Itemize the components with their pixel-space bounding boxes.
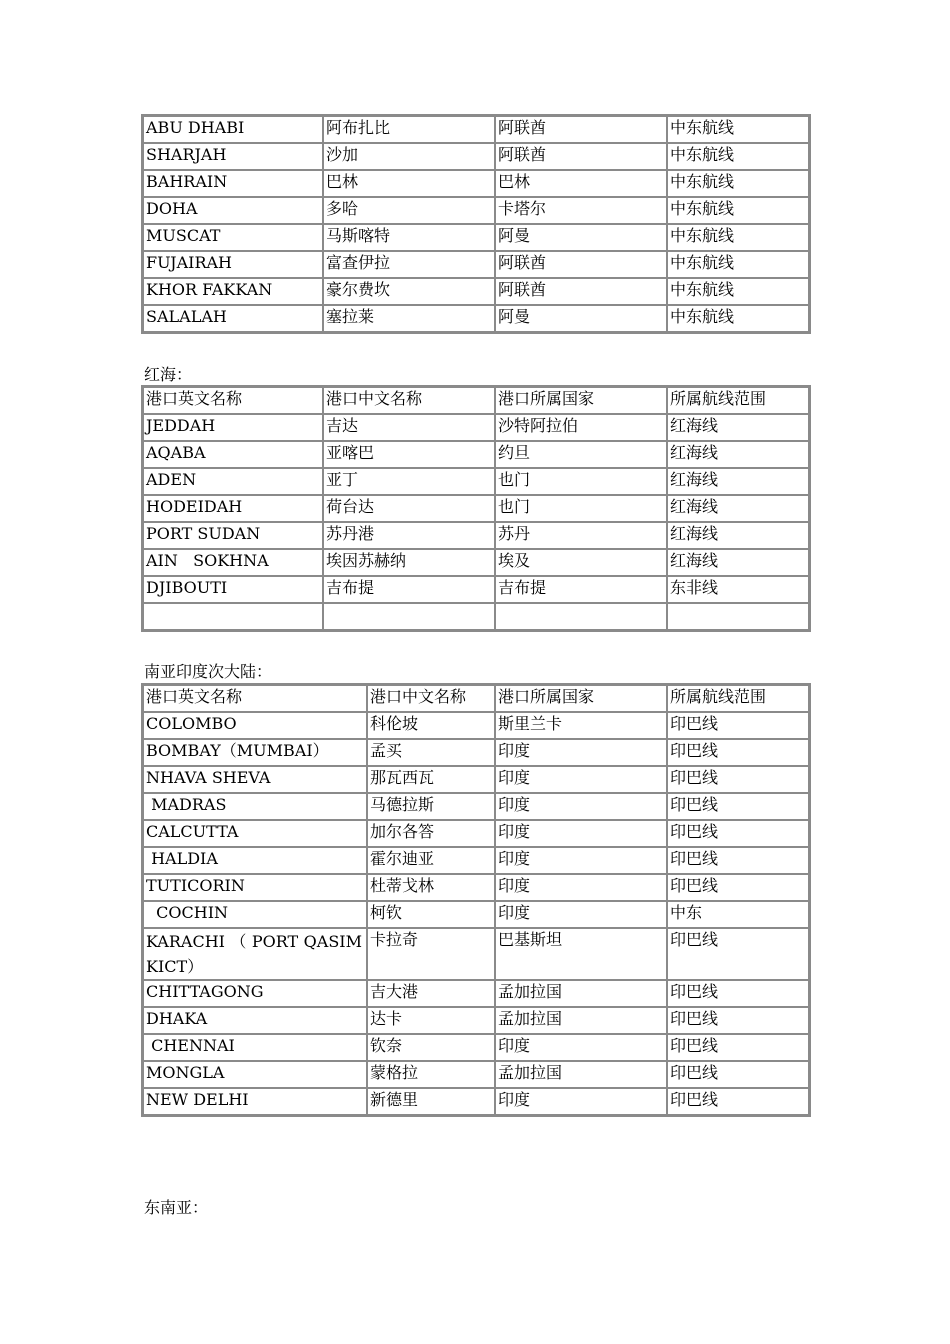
table-row: [143, 712, 809, 739]
table-row: [143, 278, 809, 305]
cell-port-english-name: FUJAIRAH: [143, 251, 323, 278]
table-row: [143, 874, 809, 901]
cell-port-chinese-name: 富查伊拉: [323, 251, 495, 278]
cell-port-english-name: MUSCAT: [143, 224, 323, 251]
cell-port-english-name: COCHIN: [143, 901, 367, 928]
cell-port-english-name: NEW DELHI: [143, 1088, 367, 1115]
cell-port-chinese-name: [323, 603, 495, 630]
table-row: [143, 1034, 809, 1061]
cell-port-english-name: AIN SOKHNA: [143, 549, 323, 576]
karachi-word: （: [230, 932, 247, 951]
column-header-port-country: 港口所属国家: [495, 685, 667, 712]
cell-route-range: 东非线: [667, 576, 809, 603]
cell-port-chinese-name: 钦奈: [367, 1034, 495, 1061]
cell-port-english-name: [143, 603, 323, 630]
cell-port-chinese-name: 杜蒂戈林: [367, 874, 495, 901]
cell-port-english-name: CALCUTTA: [143, 820, 367, 847]
table-row: [143, 305, 809, 332]
cell-port-country: 阿联酋: [495, 143, 667, 170]
cell-port-country: 印度: [495, 766, 667, 793]
cell-port-chinese-name: 阿布扎比: [323, 116, 495, 143]
cell-port-chinese-name: 霍尔迪亚: [367, 847, 495, 874]
cell-port-english-name: DJIBOUTI: [143, 576, 323, 603]
column-header-port-chinese-name: 港口中文名称: [367, 685, 495, 712]
south-asia-ports-table: [141, 683, 811, 1117]
karachi-word: QASIM: [303, 932, 362, 951]
cell-port-chinese-name: 吉布提: [323, 576, 495, 603]
cell-port-country: 印度: [495, 1034, 667, 1061]
cell-port-chinese-name: 苏丹港: [323, 522, 495, 549]
cell-port-chinese-name: 吉达: [323, 414, 495, 441]
cell-port-english-name: COLOMBO: [143, 712, 367, 739]
cell-port-country: 巴林: [495, 170, 667, 197]
table-header-row: [143, 685, 809, 712]
cell-port-chinese-name: 荷台达: [323, 495, 495, 522]
cell-port-english-name: PORT SUDAN: [143, 522, 323, 549]
middle-east-ports-table: [141, 114, 811, 334]
cell-port-english-name: SALALAH: [143, 305, 323, 332]
cell-port-country: 孟加拉国: [495, 980, 667, 1007]
cell-route-range: 中东航线: [667, 116, 809, 143]
cell-port-english-name: MONGLA: [143, 1061, 367, 1088]
table-row: [143, 980, 809, 1007]
cell-route-range: 红海线: [667, 441, 809, 468]
cell-port-chinese-name: 达卡: [367, 1007, 495, 1034]
cell-port-chinese-name: 加尔各答: [367, 820, 495, 847]
cell-route-range: 中东航线: [667, 278, 809, 305]
cell-port-english-name: BOMBAY（MUMBAI）: [143, 739, 367, 766]
cell-port-country: 苏丹: [495, 522, 667, 549]
cell-port-english-name: KHOR FAKKAN: [143, 278, 323, 305]
cell-port-english-name: NHAVA SHEVA: [143, 766, 367, 793]
cell-port-chinese-name: 亚喀巴: [323, 441, 495, 468]
cell-port-country: 沙特阿拉伯: [495, 414, 667, 441]
cell-port-country: 阿联酋: [495, 251, 667, 278]
cell-port-english-name: CHITTAGONG: [143, 980, 367, 1007]
cell-port-country: 印度: [495, 847, 667, 874]
cell-route-range: 中东: [667, 901, 809, 928]
table-row: [143, 441, 809, 468]
cell-port-country: 印度: [495, 1088, 667, 1115]
cell-port-country: 阿曼: [495, 305, 667, 332]
cell-route-range: 中东航线: [667, 251, 809, 278]
cell-route-range: 印巴线: [667, 712, 809, 739]
cell-port-english-name: HALDIA: [143, 847, 367, 874]
cell-route-range: 印巴线: [667, 793, 809, 820]
cell-port-english-name: HODEIDAH: [143, 495, 323, 522]
red-sea-ports-table: [141, 385, 811, 632]
cell-port-chinese-name: 卡拉奇: [367, 928, 495, 980]
column-header-route-range: 所属航线范围: [667, 685, 809, 712]
cell-port-country: 阿联酋: [495, 116, 667, 143]
cell-route-range: 印巴线: [667, 874, 809, 901]
cell-port-english-name: CHENNAI: [143, 1034, 367, 1061]
cell-port-country: 卡塔尔: [495, 197, 667, 224]
cell-route-range: 红海线: [667, 495, 809, 522]
table-row: [143, 197, 809, 224]
cell-route-range: 红海线: [667, 414, 809, 441]
cell-port-country: 阿联酋: [495, 278, 667, 305]
cell-route-range: 印巴线: [667, 739, 809, 766]
cell-port-chinese-name: 亚丁: [323, 468, 495, 495]
table-row: [143, 576, 809, 603]
cell-route-range: 中东航线: [667, 224, 809, 251]
cell-port-chinese-name: 孟买: [367, 739, 495, 766]
table-header-row: [143, 387, 809, 414]
table-row: [143, 1061, 809, 1088]
cell-port-country: 印度: [495, 739, 667, 766]
table-row: [143, 739, 809, 766]
cell-route-range: 印巴线: [667, 847, 809, 874]
cell-port-country: 印度: [495, 874, 667, 901]
karachi-line-1: [146, 929, 362, 954]
cell-port-country: 印度: [495, 793, 667, 820]
table-row: [143, 224, 809, 251]
table-row: [143, 414, 809, 441]
table-row: [143, 928, 809, 980]
cell-port-english-name: ADEN: [143, 468, 323, 495]
table-row: [143, 603, 809, 630]
table-row: [143, 766, 809, 793]
cell-route-range: 印巴线: [667, 928, 809, 980]
table-row: [143, 1007, 809, 1034]
southeast-asia-heading: 东南亚：: [144, 1198, 209, 1217]
cell-port-english-name: MADRAS: [143, 793, 367, 820]
cell-port-english-name: AQABA: [143, 441, 323, 468]
cell-route-range: 印巴线: [667, 1007, 809, 1034]
cell-port-chinese-name: 豪尔费坎: [323, 278, 495, 305]
cell-port-country: 巴基斯坦: [495, 928, 667, 980]
south-asia-heading: 南亚印度次大陆：: [144, 662, 273, 681]
cell-port-english-name: DOHA: [143, 197, 323, 224]
cell-port-chinese-name: 巴林: [323, 170, 495, 197]
cell-route-range: 中东航线: [667, 143, 809, 170]
table-row: [143, 901, 809, 928]
cell-port-country: 埃及: [495, 549, 667, 576]
cell-port-country: 也门: [495, 468, 667, 495]
cell-port-country: 孟加拉国: [495, 1061, 667, 1088]
table-row: [143, 820, 809, 847]
table-row: [143, 522, 809, 549]
table-row: [143, 495, 809, 522]
table-row: [143, 847, 809, 874]
cell-port-chinese-name: 科伦坡: [367, 712, 495, 739]
cell-port-english-name: [143, 928, 367, 980]
karachi-line-2: KICT）: [146, 957, 204, 976]
cell-port-english-name: JEDDAH: [143, 414, 323, 441]
cell-port-chinese-name: 埃因苏赫纳: [323, 549, 495, 576]
cell-port-chinese-name: 那瓦西瓦: [367, 766, 495, 793]
cell-route-range: 印巴线: [667, 820, 809, 847]
cell-port-chinese-name: 沙加: [323, 143, 495, 170]
column-header-port-english-name: 港口英文名称: [143, 387, 323, 414]
cell-port-english-name: BAHRAIN: [143, 170, 323, 197]
table-row: [143, 251, 809, 278]
cell-route-range: 红海线: [667, 549, 809, 576]
cell-port-chinese-name: 蒙格拉: [367, 1061, 495, 1088]
table-row: [143, 143, 809, 170]
table-row: [143, 1088, 809, 1115]
table-row: [143, 468, 809, 495]
cell-route-range: 中东航线: [667, 170, 809, 197]
cell-port-chinese-name: 多哈: [323, 197, 495, 224]
karachi-word: PORT: [251, 932, 299, 951]
karachi-word: KARACHI: [146, 932, 225, 951]
cell-port-country: 阿曼: [495, 224, 667, 251]
red-sea-heading: 红海：: [144, 365, 193, 384]
cell-route-range: 印巴线: [667, 980, 809, 1007]
cell-port-country: 印度: [495, 820, 667, 847]
table-row: [143, 170, 809, 197]
table-row: [143, 116, 809, 143]
cell-port-chinese-name: 吉大港: [367, 980, 495, 1007]
cell-port-chinese-name: 马斯喀特: [323, 224, 495, 251]
cell-port-chinese-name: 新德里: [367, 1088, 495, 1115]
cell-route-range: 印巴线: [667, 766, 809, 793]
cell-port-country: 吉布提: [495, 576, 667, 603]
column-header-port-country: 港口所属国家: [495, 387, 667, 414]
cell-port-country: 约旦: [495, 441, 667, 468]
column-header-port-chinese-name: 港口中文名称: [323, 387, 495, 414]
cell-port-country: [495, 603, 667, 630]
column-header-port-english-name: 港口英文名称: [143, 685, 367, 712]
cell-port-english-name: TUTICORIN: [143, 874, 367, 901]
cell-route-range: 中东航线: [667, 305, 809, 332]
cell-route-range: 红海线: [667, 468, 809, 495]
cell-port-english-name: ABU DHABI: [143, 116, 323, 143]
cell-route-range: 印巴线: [667, 1088, 809, 1115]
cell-port-english-name: DHAKA: [143, 1007, 367, 1034]
column-header-route-range: 所属航线范围: [667, 387, 809, 414]
cell-route-range: 红海线: [667, 522, 809, 549]
cell-port-country: 孟加拉国: [495, 1007, 667, 1034]
cell-route-range: 印巴线: [667, 1061, 809, 1088]
cell-port-country: 斯里兰卡: [495, 712, 667, 739]
cell-port-chinese-name: 塞拉莱: [323, 305, 495, 332]
cell-port-country: 也门: [495, 495, 667, 522]
cell-port-chinese-name: 柯钦: [367, 901, 495, 928]
cell-port-chinese-name: 马德拉斯: [367, 793, 495, 820]
cell-route-range: 中东航线: [667, 197, 809, 224]
table-row: [143, 793, 809, 820]
cell-route-range: [667, 603, 809, 630]
table-row: [143, 549, 809, 576]
cell-port-country: 印度: [495, 901, 667, 928]
cell-port-english-name: SHARJAH: [143, 143, 323, 170]
cell-route-range: 印巴线: [667, 1034, 809, 1061]
